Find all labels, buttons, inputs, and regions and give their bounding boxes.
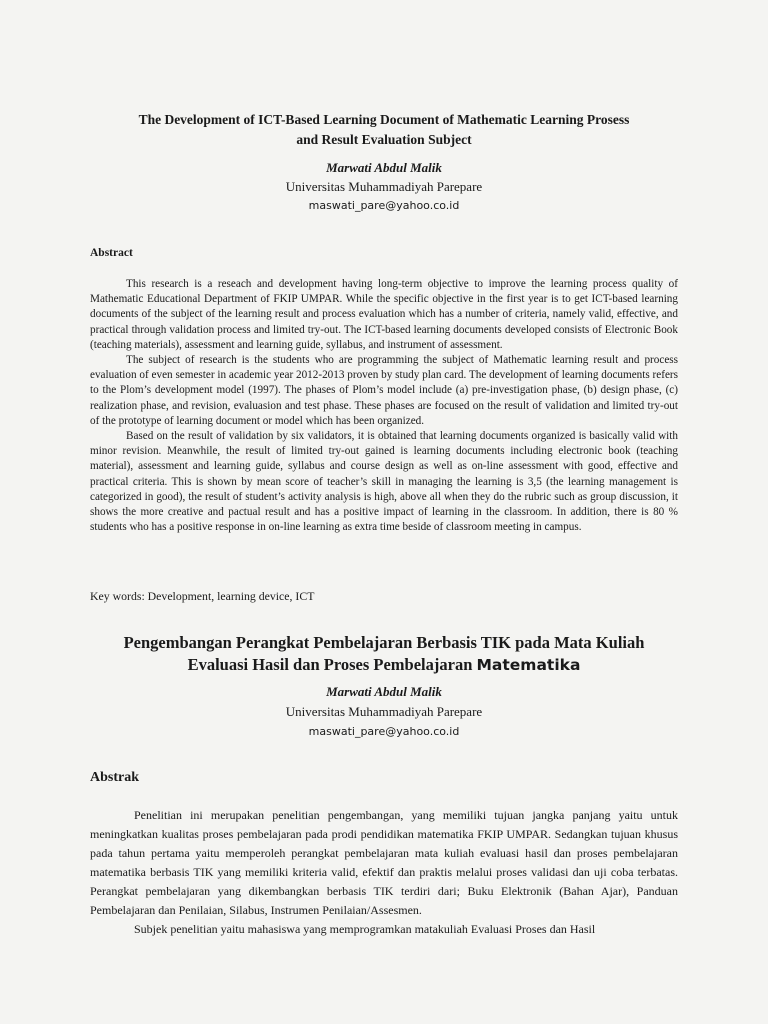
indonesian-title-line-1: Pengembangan Perangkat Pembelajaran Berbasis TIK pada Mata Kuliah [123, 633, 645, 652]
abstract-heading: Abstract [90, 247, 133, 259]
indonesian-title-line-2-main: Evaluasi Hasil dan Proses Pembelajaran [187, 655, 477, 674]
indonesian-affiliation: Universitas Muhammadiyah Parepare [285, 704, 483, 719]
english-title-line-1: The Development of ICT-Based Learning Document of Mathematic Learning Prosess [138, 112, 630, 127]
abstract-paragraph-1: This research is a reseach and development having long-term objective to improve the learning process quality of Mathematic Educational Department of FKIP UMPAR. While the specific objective in the first year is to get ICT-based learning documents of the subject of the learning result and process evaluation which has a number of criteria, namely valid, effective, and practical through validation process and limited try-out. The ICT-based learning documents developed consists of Electronic Book (teaching materials), assessment and learning guide, syllabus, and instrument of assessment. [90, 278, 678, 351]
english-title-line-2: and Result Evaluation Subject [296, 132, 472, 147]
english-author: Marwati Abdul Malik [326, 160, 442, 175]
indonesian-title [80, 632, 688, 676]
abstrak-body [90, 806, 678, 939]
indonesian-email: maswati_pare@yahoo.co.id [308, 725, 460, 738]
english-affiliation: Universitas Muhammadiyah Parepare [285, 179, 483, 194]
abstract-paragraph-2: The subject of research is the students who are programming the subject of Mathematic learning result and process evaluation of even semester in academic year 2012-2013 proven by study plan card. The development of learning documents refers to the Plom’s development model (1997). The phases of Plom’s model include (a) pre-investigation phase, (b) design phase, (c) realization phase, and revision, evaluasion and test phase. These phases are focused on the result of validation and limited try-out of the prototype of learning document or model which has been organized. [90, 354, 678, 427]
abstrak-heading: Abstrak [90, 770, 140, 785]
abstrak-paragraph-1: Penelitian ini merupakan penelitian pengembangan, yang memiliki tujuan jangka panjang yaitu untuk meningkatkan kualitas proses pembelajaran pada prodi pendidikan matematika FKIP UMPAR. Sedangkan tujuan khusus pada tahun pertama yaitu memperoleh perangkat pembelajaran mata kuliah evaluasi hasil dan proses pembelajaran matematika berbasis TIK yang memiliki kriteria valid, efektif dan praktis melalui proses validasi dan uji coba terbatas. Perangkat pembelajaran yang dikembangkan berbasis TIK terdiri dari; Buku Elektronik (Bahan Ajar), Panduan Pembelajaran dan Penilaian, Silabus, Instrumen Penilaian/Assesmen. [90, 808, 678, 917]
abstract-paragraph-3: Based on the result of validation by six validators, it is obtained that learning documents organized is basically valid with minor revision. Meanwhile, the result of limited try-out gained is learning documents including electronic book (teaching material), assessment and learning guide, syllabus and course design as well as on-line assessment with good, effective and practical criteria. This is shown by mean score of teacher’s skill in managing the learning is 3,5 (the learning management is categorized in good), the result of student’s activity analysis is high, above all when they do the rubric such as group discussion, it shows the more creative and pactual result and has a positive impact of learning in the classroom. In addition, there is 80 % students who has a positive response in on-line learning as extra time beside of classroom meeting in campus. [90, 430, 678, 534]
indonesian-title-line-2 [80, 654, 688, 676]
abstract-body [90, 277, 678, 535]
english-title [90, 110, 678, 150]
abstrak-paragraph-2: Subjek penelitian yaitu mahasiswa yang memprogramkan matakuliah Evaluasi Proses dan Hasil [134, 922, 596, 936]
english-email: maswati_pare@yahoo.co.id [308, 199, 460, 212]
indonesian-title-line-2-last-word: Matematika [476, 656, 581, 674]
keywords: Key words: Development, learning device, ICT [90, 589, 315, 603]
indonesian-author: Marwati Abdul Malik [326, 684, 442, 699]
